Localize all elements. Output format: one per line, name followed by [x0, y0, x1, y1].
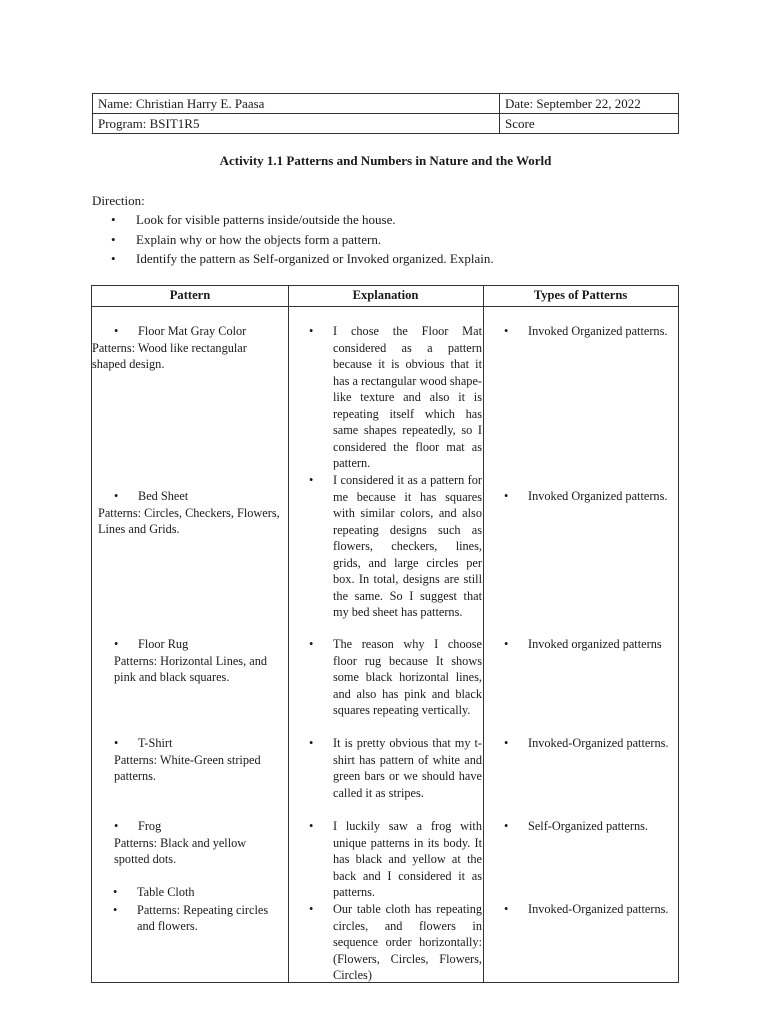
pattern-title: Floor Rug	[138, 637, 189, 651]
explanation-cell: • Our table cloth has repeating circles, and flowers in sequence order horizontally: (Flowers, Circles, Flowers, Circles)	[309, 902, 482, 982]
program: Program: BSIT1R5	[93, 114, 500, 134]
explanation-cell: • I luckily saw a frog with unique patterns in its body. It has black and yellow at the back and I considered it as patterns.	[309, 819, 482, 899]
bullet-icon: •	[111, 212, 116, 227]
pattern-title: Frog	[138, 819, 162, 833]
directions	[92, 192, 692, 269]
info-row	[93, 114, 679, 134]
pattern-desc: Patterns: Horizontal Lines, and pink and black squares.	[114, 653, 267, 684]
direction-item: • Look for visible patterns inside/outside the house.	[136, 210, 692, 230]
pattern-desc: Patterns: Black and yellow spotted dots.	[114, 835, 247, 866]
pattern-cell	[114, 735, 288, 785]
pattern-desc: Patterns: White-Green striped patterns.	[114, 752, 261, 783]
pattern-desc: Patterns: Wood like rectangular shaped design.	[92, 340, 247, 371]
type-cell: • Invoked organized patterns	[504, 637, 662, 651]
explanation-cell: • The reason why I choose floor rug because It shows some black horizontal lines, and also has pink and black squares repeating vertically.	[309, 637, 482, 717]
info-table	[92, 93, 679, 134]
score-field: Score	[500, 114, 679, 134]
bullet-icon: •	[111, 231, 116, 247]
direction-label: Direction:	[92, 193, 145, 208]
pattern-cell	[114, 818, 288, 868]
explanation-cell: • It is pretty obvious that my t-shirt has pattern of white and green bars or we should have called it as stripes.	[309, 736, 482, 800]
info-row	[93, 94, 679, 114]
bullet-icon: •	[309, 819, 314, 833]
pattern-title: T-Shirt	[138, 736, 173, 750]
type-cell: • Invoked Organized patterns.	[504, 489, 668, 503]
explanation-cell: • I considered it as a pattern for me because it has squares with similar colors, and also repeating designs such as flowers, checkers, lines, grids, and large circles per box. In total, designs are still the same. So I suggest that my bed sheet has patterns.	[309, 473, 482, 619]
column-divider	[483, 286, 484, 982]
bullet-icon: •	[309, 324, 314, 338]
bullet-icon: •	[504, 736, 509, 750]
type-cell: • Invoked-Organized patterns.	[504, 902, 669, 916]
activity-title: Activity 1.1 Patterns and Numbers in Nature and the World	[219, 153, 552, 168]
bullet-icon: •	[114, 637, 119, 651]
explanation-cell: • I chose the Floor Mat considered as a pattern because it is obvious that it has a rectangular wood shape-like texture and also it is repeating itself which has same shapes repeatedly, so I considered the floor mat as pattern.	[309, 324, 482, 470]
pattern-cell	[113, 884, 287, 935]
type-cell: • Invoked-Organized patterns.	[504, 736, 669, 750]
bullet-icon: •	[504, 637, 509, 651]
bullet-icon: •	[504, 489, 509, 503]
type-cell: • Self-Organized patterns.	[504, 819, 648, 833]
bullet-icon: •	[114, 324, 119, 338]
pattern-title: Floor Mat Gray Color	[138, 324, 247, 338]
bullet-icon: •	[504, 324, 509, 338]
type-cell: • Invoked Organized patterns.	[504, 324, 668, 338]
student-name: Name: Christian Harry E. Paasa	[93, 94, 500, 114]
pattern-title: Table Cloth	[137, 885, 195, 899]
bullet-icon: •	[309, 902, 314, 916]
pattern-cell	[98, 488, 284, 538]
direction-list	[92, 210, 692, 269]
header-divider	[92, 306, 678, 307]
column-header-pattern: Pattern	[169, 288, 211, 302]
bullet-icon: •	[113, 885, 118, 899]
pattern-desc: Patterns: Repeating circles and flowers.	[137, 902, 269, 933]
bullet-icon: •	[114, 819, 119, 833]
column-header-explanation: Explanation	[352, 288, 419, 302]
direction-item: • Identify the pattern as Self-organized or Invoked organized. Explain.	[136, 249, 692, 269]
bullet-icon: •	[111, 251, 116, 266]
submission-date: Date: September 22, 2022	[500, 94, 679, 114]
bullet-icon: •	[504, 902, 509, 916]
bullet-icon: •	[113, 902, 118, 917]
direction-item: • Explain why or how the objects form a pattern.	[136, 230, 692, 250]
pattern-cell	[114, 636, 288, 686]
column-divider	[288, 286, 289, 982]
pattern-title: Bed Sheet	[138, 489, 189, 503]
pattern-cell	[92, 323, 284, 373]
bullet-icon: •	[114, 489, 119, 503]
bullet-icon: •	[504, 819, 509, 833]
bullet-icon: •	[114, 736, 119, 750]
bullet-icon: •	[309, 637, 314, 651]
bullet-icon: •	[309, 736, 314, 750]
patterns-table	[91, 285, 679, 983]
bullet-icon: •	[309, 473, 314, 487]
pattern-desc: Patterns: Circles, Checkers, Flowers, Lines and Grids.	[98, 505, 280, 536]
column-header-type: Types of Patterns	[533, 288, 628, 302]
